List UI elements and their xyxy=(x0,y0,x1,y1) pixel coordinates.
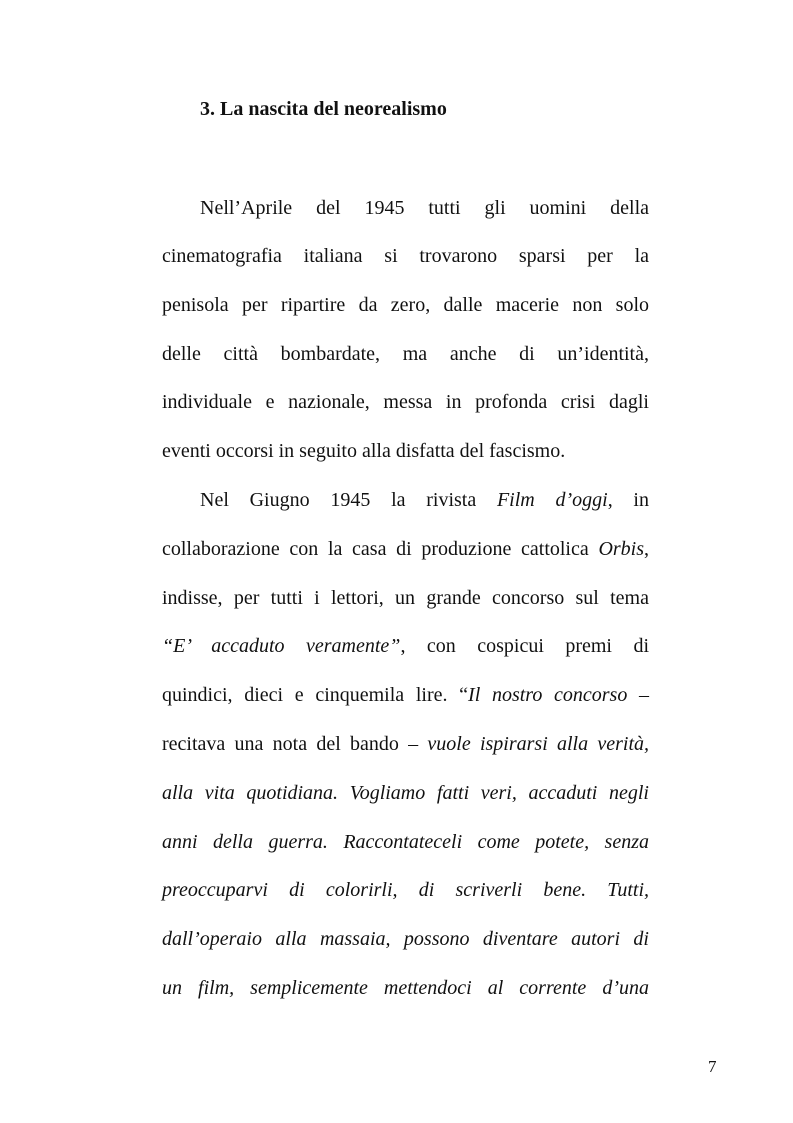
text-span: , con cospicui premi di xyxy=(400,635,650,657)
italic-contest-title: “E’ accaduto veramente” xyxy=(162,635,401,657)
text-span: quindici, dieci e cinquemila lire. “ xyxy=(162,684,469,706)
paragraph-2-line-1 xyxy=(200,487,649,513)
paragraph-1-line-6: eventi occorsi in seguito alla disfatta del fascismo. xyxy=(162,440,566,462)
italic-quote: alla vita quotidiana. Vogliamo fatti veri, accaduti negli xyxy=(162,782,649,804)
paragraph-2-line-5 xyxy=(162,682,649,708)
text-span: collaborazione con la casa di produzione cattolica xyxy=(162,538,589,560)
paragraph-2-line-3: indisse, per tutti i lettori, un grande concorso sul tema xyxy=(162,587,649,609)
paragraph-2-line-6 xyxy=(162,731,649,757)
paragraph-2-line-2 xyxy=(162,536,649,562)
text-span: recitava una nota del bando – xyxy=(162,733,419,755)
page-number: 7 xyxy=(708,1057,717,1076)
text-span: , in xyxy=(607,489,649,511)
italic-title-orbis: Orbis xyxy=(598,538,645,560)
paragraph-1-line-2: cinematografia italiana si trovarono sparsi per la xyxy=(162,245,649,267)
section-heading: 3. La nascita del neorealismo xyxy=(200,98,447,120)
paragraph-1-line-3: penisola per ripartire da zero, dalle macerie non solo xyxy=(162,294,649,316)
paragraph-1-line-1: Nell’Aprile del 1945 tutti gli uomini della xyxy=(200,197,649,219)
italic-quote: vuole ispirarsi alla verità, xyxy=(427,733,650,755)
paragraph-2-line-11 xyxy=(162,975,649,1001)
paragraph-2-line-9 xyxy=(162,877,649,903)
italic-quote: dall’operaio alla massaia, possono diventare autori di xyxy=(162,928,649,950)
text-span: – xyxy=(627,684,649,706)
text-span: Nel Giugno 1945 la rivista xyxy=(200,489,477,511)
paragraph-1-line-4: delle città bombardate, ma anche di un’identità, xyxy=(162,343,649,365)
italic-quote: anni della guerra. Raccontateceli come potete, senza xyxy=(162,831,649,853)
paragraph-1-line-5: individuale e nazionale, messa in profonda crisi dagli xyxy=(162,391,649,413)
paragraph-2-line-8 xyxy=(162,829,649,855)
paragraph-2-line-7 xyxy=(162,780,649,806)
text-span: , xyxy=(644,538,650,560)
paragraph-2-line-4 xyxy=(162,633,649,659)
paragraph-2-line-10 xyxy=(162,926,649,952)
italic-quote: preoccuparvi di colorirli, di scriverli bene. Tutti, xyxy=(162,879,649,901)
italic-quote: un film, semplicemente mettendoci al corrente d’una xyxy=(162,977,649,999)
italic-quote: Il nostro concorso xyxy=(468,684,628,706)
italic-title-film-doggi: Film d’oggi xyxy=(496,489,608,511)
